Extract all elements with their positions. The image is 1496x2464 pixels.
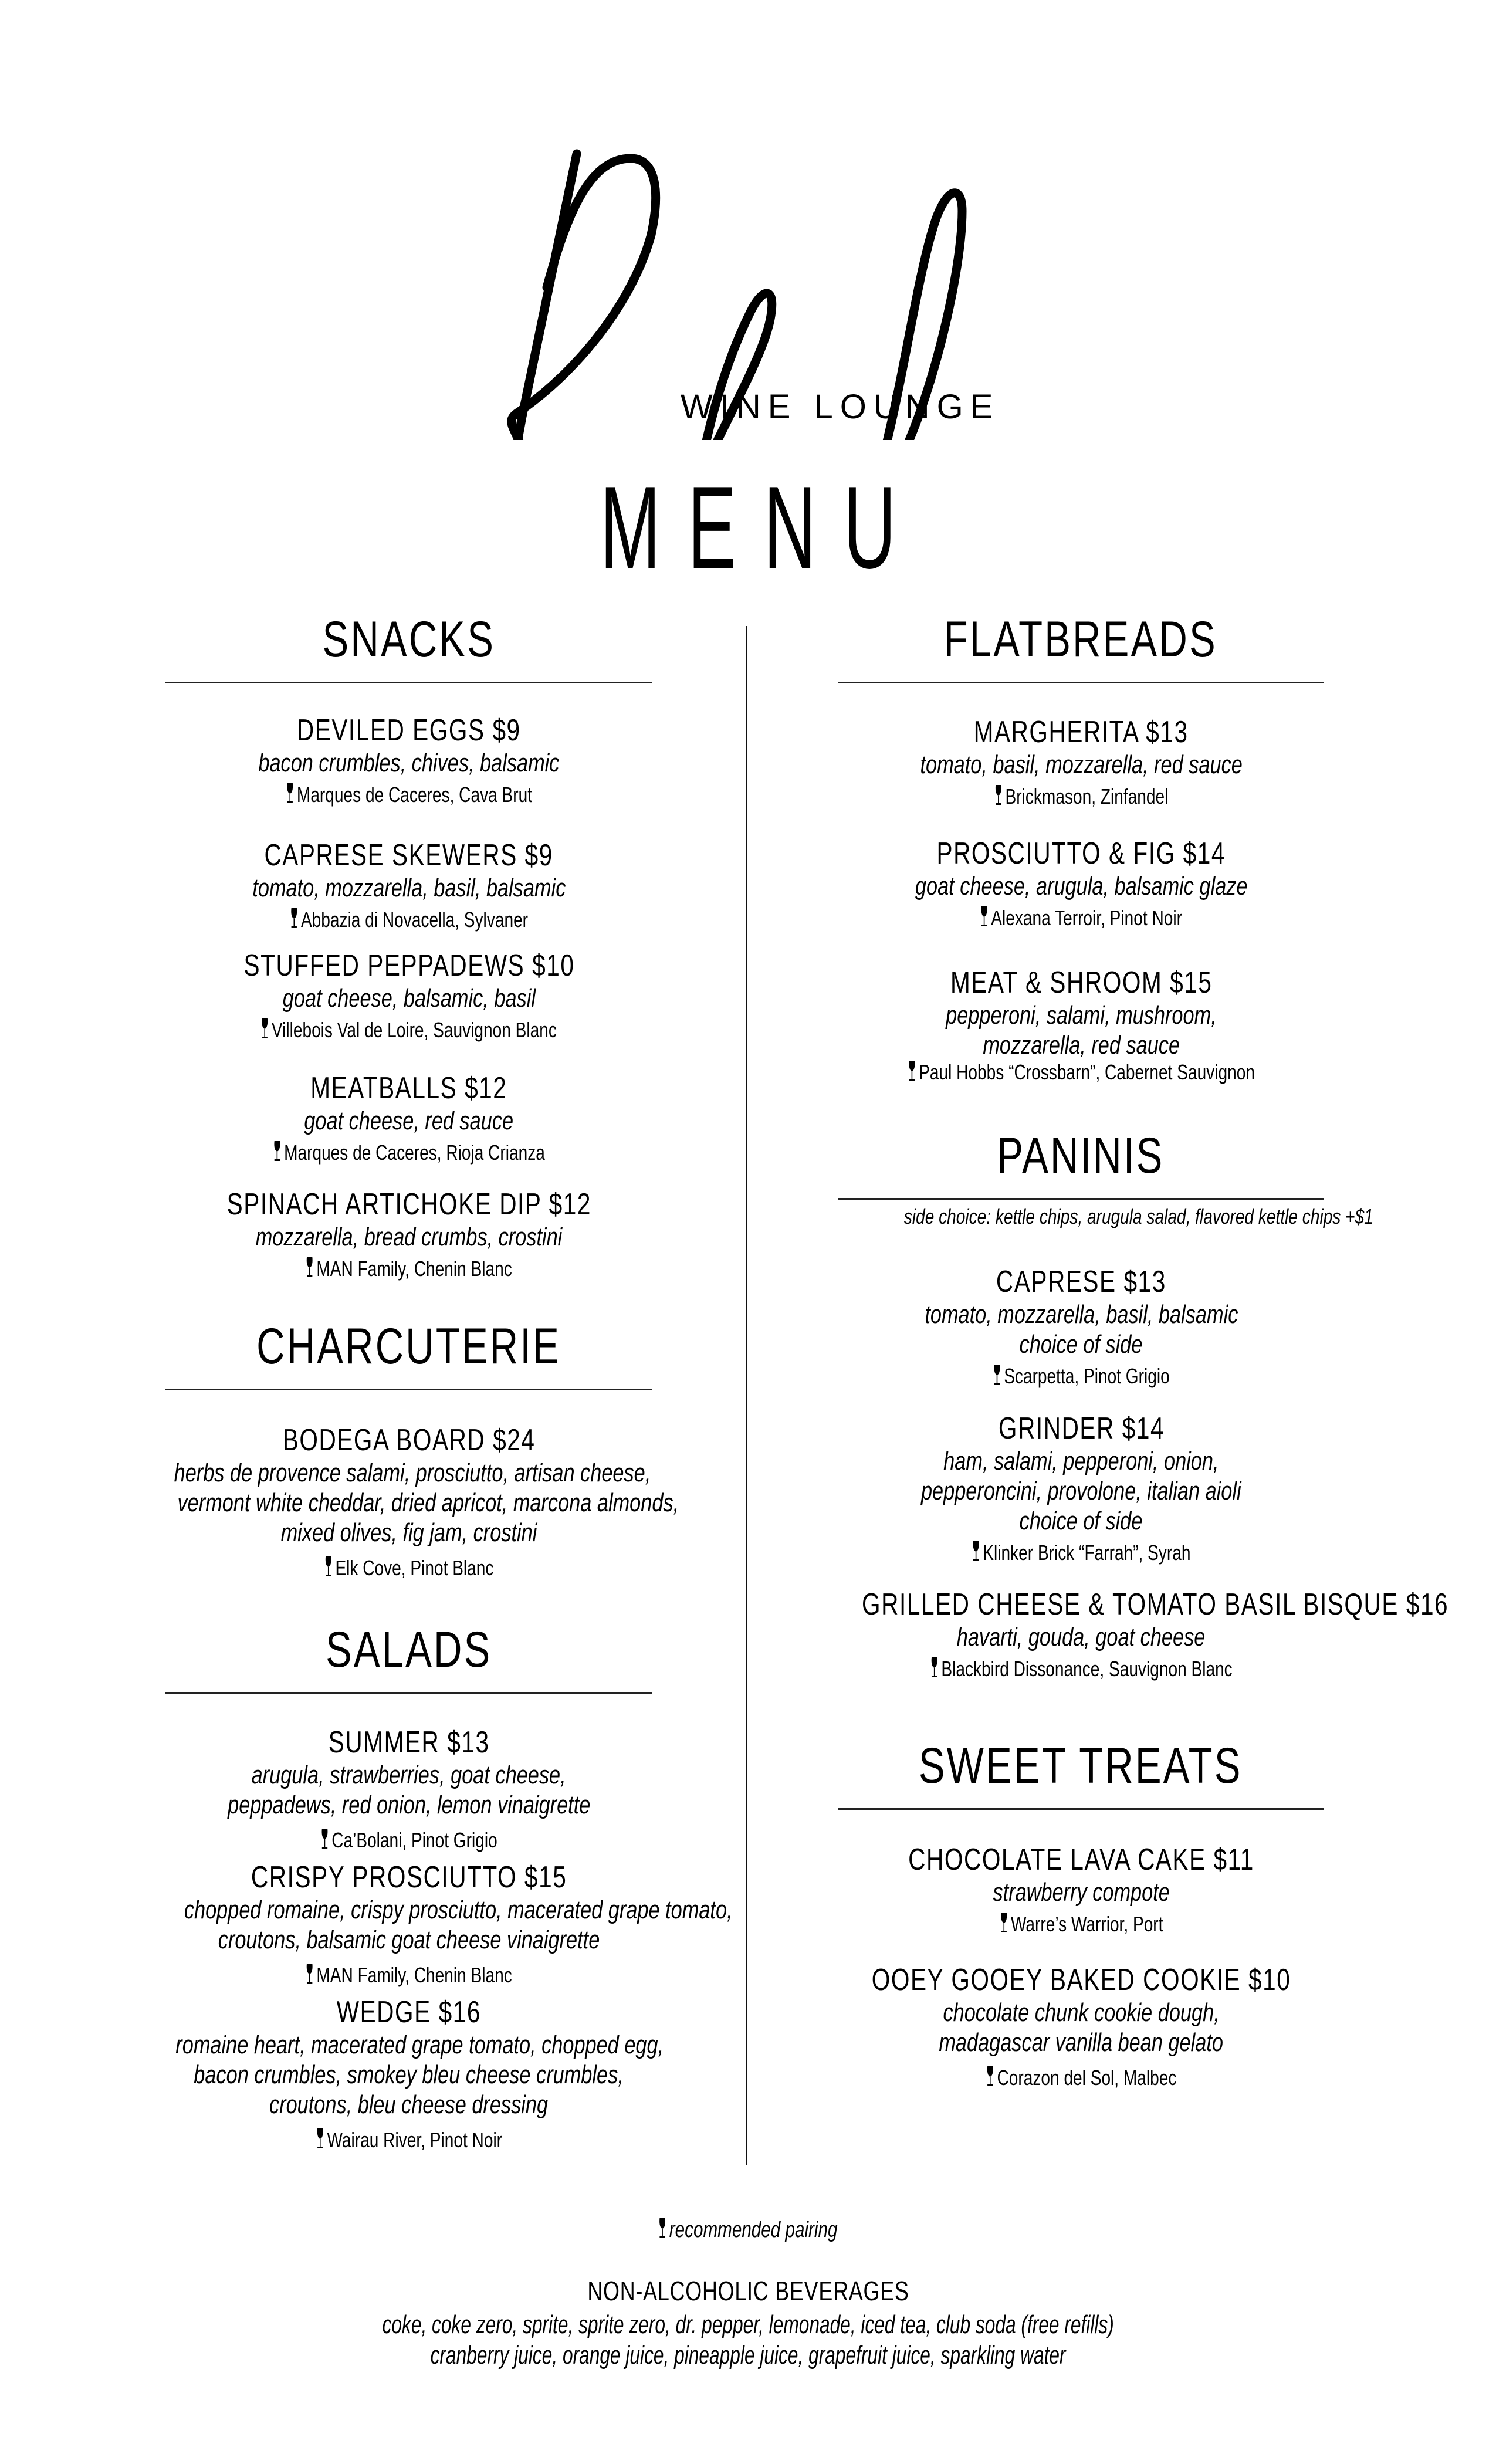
item-description: goat cheese, balsamic, basil [282, 984, 536, 1013]
wine-glass-icon [290, 908, 298, 929]
item-description: romaine heart, macerated grape tomato, chopped egg, [175, 2030, 664, 2059]
section-charcuterie [165, 1317, 652, 1390]
wine-glass-icon [324, 1556, 333, 1578]
menu-item-meatballs [107, 1071, 711, 1167]
menu-item-caprese-skewers [107, 838, 711, 935]
item-description: strawberry compote [993, 1878, 1170, 1907]
item-description: mozzarella, red sauce [983, 1031, 1180, 1060]
section-sweet-treats [838, 1737, 1324, 1810]
item-pairing: Corazon del Sol, Malbec [779, 2063, 1383, 2093]
item-name: WEDGE $16 [336, 1995, 482, 2029]
menu-item-stuffed-peppadews [107, 948, 711, 1045]
pairing-legend [0, 2218, 1496, 2243]
menu-item-margherita [779, 715, 1383, 811]
item-pairing: Ca’Bolani, Pinot Grigio [107, 1826, 711, 1855]
item-name: CHOCOLATE LAVA CAKE $11 [908, 1843, 1254, 1877]
pairing-legend-label: recommended pairing [669, 2218, 838, 2242]
item-description: bacon crumbles, chives, balsamic [258, 749, 560, 777]
menu-item-summer-salad [107, 1725, 711, 1855]
item-description: tomato, mozzarella, basil, balsamic [924, 1300, 1238, 1329]
wine-glass-icon [1000, 1913, 1008, 1934]
item-description: goat cheese, arugula, balsamic glaze [915, 872, 1248, 901]
item-name: GRINDER $14 [998, 1412, 1165, 1446]
section-rule [165, 1389, 652, 1390]
wine-glass-icon [658, 2218, 666, 2239]
item-description: mozzarella, bread crumbs, crostini [255, 1223, 563, 1251]
section-rule [838, 1808, 1324, 1810]
item-description: goat cheese, red sauce [304, 1106, 514, 1135]
menu-item-bodega-board [107, 1423, 711, 1583]
item-description: bacon crumbles, smokey bleu cheese crumbles, [194, 2060, 624, 2089]
menu-title: MENU [600, 462, 923, 593]
column-divider [746, 626, 747, 2165]
section-paninis [838, 1126, 1373, 1231]
item-description: ham, salami, pepperoni, onion, [943, 1447, 1219, 1475]
item-description: pepperoni, salami, mushroom, [946, 1001, 1217, 1030]
menu-item-caprese-panini [779, 1264, 1383, 1391]
wine-glass-icon [986, 2066, 994, 2087]
item-pairing: Paul Hobbs “Crossbarn”, Cabernet Sauvignon [779, 1058, 1383, 1087]
menu-item-spinach-artichoke-dip [107, 1187, 711, 1284]
item-description: chopped romaine, crispy prosciutto, macerated grape tomato, [184, 1896, 733, 1924]
item-description: arugula, strawberries, goat cheese, [251, 1761, 567, 1789]
menu-item-deviled-eggs [107, 713, 711, 810]
item-name: CAPRESE SKEWERS $9 [264, 838, 554, 872]
menu-item-meat-shroom [779, 965, 1383, 1087]
item-name: OOEY GOOEY BAKED COOKIE $10 [871, 1963, 1291, 1997]
item-pairing: Wairau River, Pinot Noir [107, 2125, 711, 2155]
item-name: GRILLED CHEESE & TOMATO BASIL BISQUE $16 [862, 1588, 1449, 1622]
item-description: croutons, bleu cheese dressing [269, 2090, 549, 2119]
item-pairing: MAN Family, Chenin Blanc [107, 1961, 711, 1990]
item-description: herbs de provence salami, prosciutto, artisan cheese, [174, 1458, 651, 1487]
item-pairing: Elk Cove, Pinot Blanc [107, 1553, 711, 1583]
item-pairing: Scarpetta, Pinot Grigio [779, 1362, 1383, 1391]
menu-item-wedge-salad [107, 1995, 711, 2155]
section-title: SALADS [326, 1622, 492, 1678]
menu-item-prosciutto-fig [779, 836, 1383, 933]
item-description: tomato, mozzarella, basil, balsamic [252, 874, 566, 902]
item-pairing: Brickmason, Zinfandel [779, 782, 1383, 811]
item-name: PROSCIUTTO & FIG $14 [936, 837, 1226, 871]
section-title: SWEET TREATS [919, 1738, 1243, 1794]
section-rule [165, 682, 652, 683]
wine-glass-icon [306, 1257, 314, 1278]
beverages-title: NON-ALCOHOLIC BEVERAGES [587, 2276, 909, 2306]
item-pairing: Villebois Val de Loire, Sauvignon Blanc [107, 1016, 711, 1045]
section-snacks [165, 610, 652, 683]
item-name: MARGHERITA $13 [974, 715, 1189, 749]
item-description: croutons, balsamic goat cheese vinaigrette [218, 1925, 600, 1954]
item-pairing: Blackbird Dissonance, Sauvignon Blanc [779, 1654, 1383, 1684]
wine-glass-icon [994, 785, 1003, 806]
wine-glass-icon [316, 2128, 324, 2150]
menu-item-grinder [779, 1411, 1383, 1568]
item-side-note: choice of side [1020, 1507, 1143, 1535]
item-pairing: Abbazia di Novacella, Sylvaner [107, 905, 711, 935]
item-pairing: Klinker Brick “Farrah”, Syrah [779, 1538, 1383, 1568]
wine-glass-icon [261, 1018, 269, 1040]
wine-glass-icon [908, 1061, 916, 1082]
wine-glass-icon [930, 1657, 938, 1678]
item-description: peppadews, red onion, lemon vinaigrette [227, 1791, 591, 1819]
menu-item-chocolate-lava-cake [779, 1842, 1383, 1939]
item-description: mixed olives, fig jam, crostini [280, 1518, 537, 1547]
item-description: chocolate chunk cookie dough, [943, 1998, 1220, 2027]
wine-glass-icon [273, 1141, 281, 1162]
menu-item-crispy-prosciutto-salad [107, 1860, 733, 1990]
item-name: SUMMER $13 [328, 1725, 490, 1759]
section-rule [838, 682, 1324, 683]
menu-item-ooey-gooey-cookie [779, 1962, 1383, 2093]
wine-glass-icon [286, 783, 294, 804]
item-pairing: Marques de Caceres, Rioja Crianza [107, 1138, 711, 1167]
item-description: tomato, basil, mozzarella, red sauce [920, 750, 1243, 779]
side-choice-note: side choice: kettle chips, arugula salad, flavored kettle chips +$1 [903, 1204, 1373, 1228]
item-name: CAPRESE $13 [996, 1265, 1166, 1299]
item-description: havarti, gouda, goat cheese [957, 1623, 1206, 1651]
item-name: STUFFED PEPPADEWS $10 [243, 949, 574, 983]
item-name: CRISPY PROSCIUTTO $15 [251, 1860, 567, 1894]
beverages-line: cranberry juice, orange juice, pineapple juice, grapefruit juice, sparkling water [430, 2341, 1066, 2370]
section-title: SNACKS [322, 611, 496, 668]
item-pairing: MAN Family, Chenin Blanc [107, 1254, 711, 1284]
logo-subtitle: WINE LOUNGE [681, 388, 1000, 426]
section-title: PANINIS [997, 1128, 1165, 1184]
section-rule [165, 1692, 652, 1694]
item-name: SPINACH ARTICHOKE DIP $12 [226, 1187, 591, 1221]
wine-glass-icon [306, 1964, 314, 1985]
section-salads [165, 1620, 652, 1694]
item-description: madagascar vanilla bean gelato [939, 2028, 1224, 2057]
item-pairing: Marques de Caceres, Cava Brut [107, 780, 711, 810]
item-side-note: choice of side [1020, 1330, 1143, 1359]
item-description: vermont white cheddar, dried apricot, marcona almonds, [177, 1488, 679, 1517]
beverages-line: coke, coke zero, sprite, sprite zero, dr. pepper, lemonade, iced tea, club soda (free refills) [382, 2310, 1114, 2339]
wine-glass-icon [972, 1541, 980, 1562]
wine-glass-icon [320, 1829, 329, 1850]
section-flatbreads [838, 610, 1324, 683]
section-rule [838, 1198, 1324, 1200]
item-name: BODEGA BOARD $24 [282, 1423, 536, 1457]
section-title: FLATBREADS [943, 611, 1218, 668]
item-description: pepperoncini, provolone, italian aioli [921, 1477, 1241, 1505]
item-name: MEATBALLS $12 [310, 1071, 507, 1105]
section-title: CHARCUTERIE [256, 1318, 561, 1375]
item-name: MEAT & SHROOM $15 [950, 966, 1213, 1000]
item-pairing: Warre’s Warrior, Port [779, 1910, 1383, 1939]
item-pairing: Alexana Terroir, Pinot Noir [779, 903, 1383, 933]
wine-glass-icon [980, 906, 989, 928]
wine-glass-icon [993, 1365, 1001, 1386]
item-name: DEVILED EGGS $9 [297, 713, 521, 747]
menu-item-grilled-cheese-bisque [779, 1587, 1449, 1684]
